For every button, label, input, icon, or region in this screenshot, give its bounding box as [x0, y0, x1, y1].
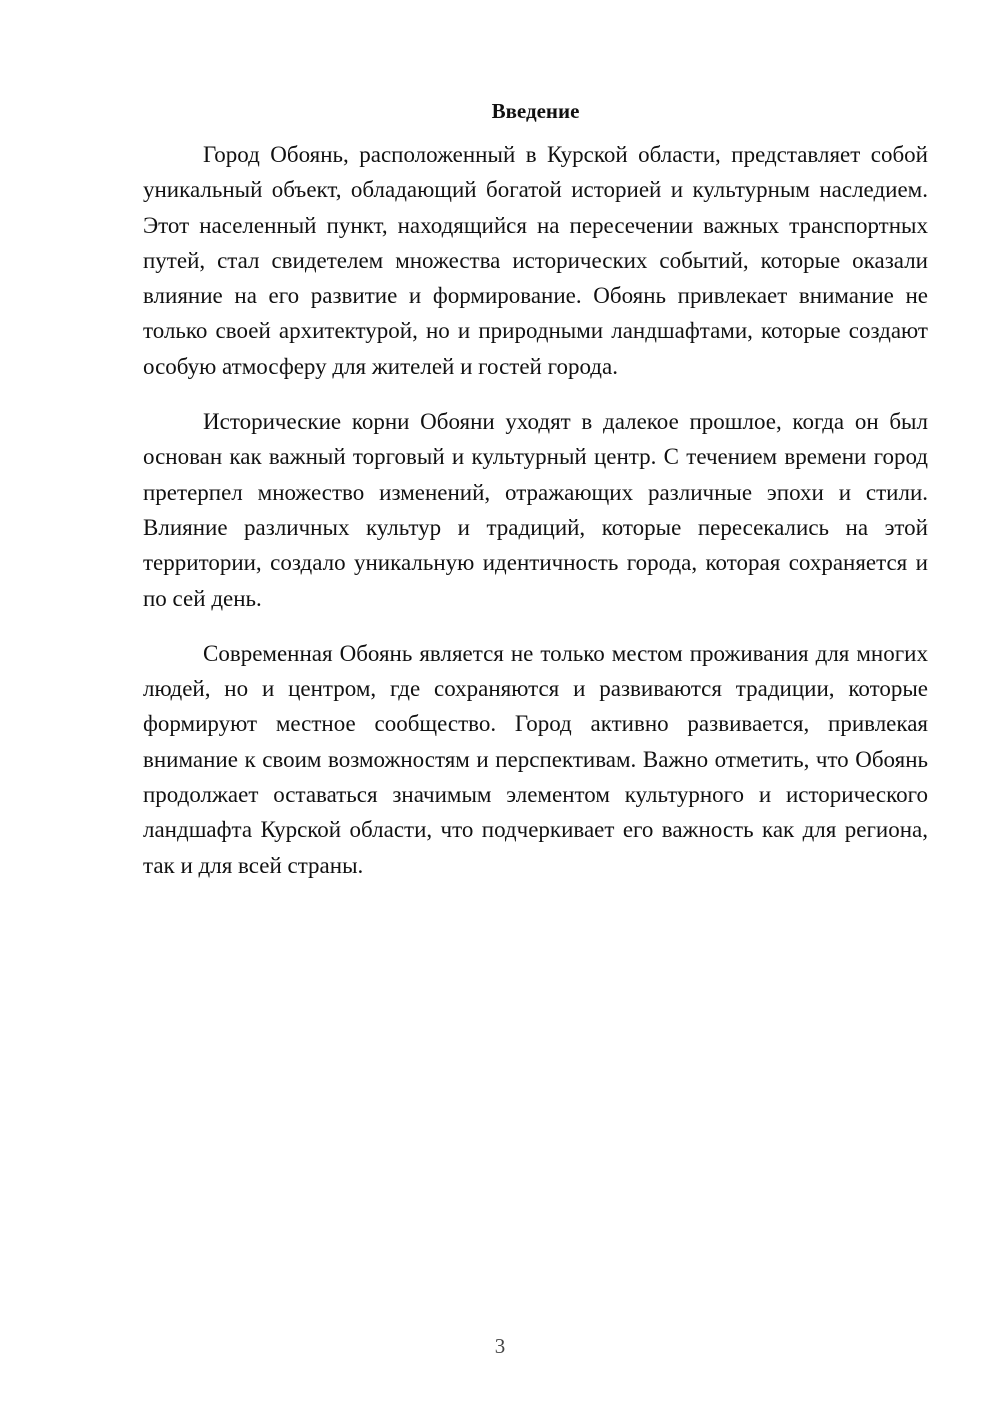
page-content: [143, 95, 928, 903]
section-title: Введение: [491, 99, 580, 123]
paragraph-1: Город Обоянь, расположенный в Курской области, представляет собой уникальный объект, обладающий богатой историей и культурным наследием. Этот населенный пункт, находящийся на пересечении важных транспортных путей, стал свидетелем множества исторических событий, которые оказали влияние на его развитие и формирование. Обоянь привлекает внимание не только своей архитектурой, но и природными ландшафтами, которые создают особую атмосферу для жителей и гостей города.: [143, 142, 928, 379]
paragraph-3: Современная Обоянь является не только местом проживания для многих людей, но и центром, где сохраняются и развиваются традиции, которые формируют местное сообщество. Город активно развивается, привлекая внимание к своим возможностям и перспективам. Важно отметить, что Обоянь продолжает оставаться значимым элементом культурного и исторического ландшафта Курской области, что подчеркивает его важность как для региона, так и для всей страны.: [143, 640, 928, 878]
page-number: 3: [494, 1334, 506, 1358]
paragraph-2: Исторические корни Обояни уходят в далекое прошлое, когда он был основан как важный торговый и культурный центр. С течением времени город претерпел множество изменений, отражающих различные эпохи и стили. Влияние различных культур и традиций, которые пересекались на этой территории, создало уникальную идентичность города, которая сохраняется и по сей день.: [143, 409, 928, 611]
